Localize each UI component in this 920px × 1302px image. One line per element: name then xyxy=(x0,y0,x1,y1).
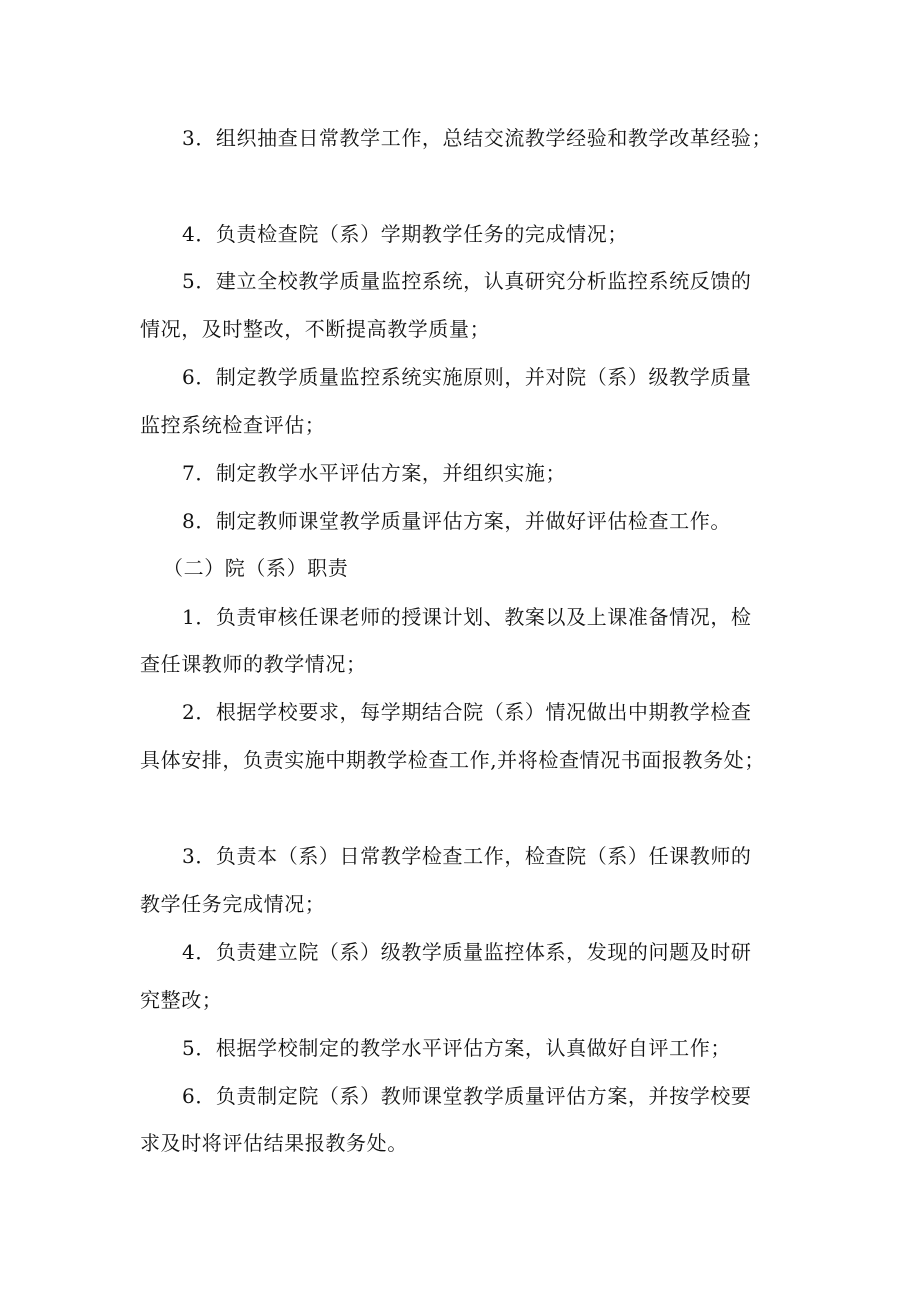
dept-item-6-line-2: 求及时将评估结果报教务处。 xyxy=(140,1131,408,1155)
duty-item-4: 4．负责检查院（系）学期教学任务的完成情况； xyxy=(182,222,628,246)
duty-item-5-line-2: 情况，及时整改，不断提高教学质量； xyxy=(140,317,491,341)
duty-item-6-line-2: 监控系统检查评估； xyxy=(140,413,326,437)
duty-item-3: 3．组织抽查日常教学工作，总结交流教学经验和教学改革经验； xyxy=(182,126,773,150)
duty-item-7: 7．制定教学水平评估方案，并组织实施； xyxy=(182,461,567,485)
dept-item-2-line-1: 2．根据学校要求，每学期结合院（系）情况做出中期教学检查 xyxy=(182,700,752,724)
dept-item-4-line-2: 究整改； xyxy=(140,988,223,1012)
dept-item-6-line-1: 6．负责制定院（系）教师课堂教学质量评估方案，并按学校要 xyxy=(182,1084,752,1108)
duty-item-5-line-1: 5．建立全校教学质量监控系统，认真研究分析监控系统反馈的 xyxy=(182,269,752,293)
duty-item-6-line-1: 6．制定教学质量监控系统实施原则，并对院（系）级教学质量 xyxy=(182,365,752,389)
dept-item-1-line-2: 查任课教师的教学情况； xyxy=(140,652,367,676)
dept-item-5: 5．根据学校制定的教学水平评估方案，认真做好自评工作； xyxy=(182,1036,731,1060)
dept-item-2-line-2: 具体安排，负责实施中期教学检查工作,并将检查情况书面报教务处； xyxy=(140,748,765,772)
duty-item-8: 8．制定教师课堂教学质量评估方案，并做好评估检查工作。 xyxy=(182,509,731,533)
dept-item-3-line-1: 3．负责本（系）日常教学检查工作，检查院（系）任课教师的 xyxy=(182,844,752,868)
dept-item-4-line-1: 4．负责建立院（系）级教学质量监控体系，发现的问题及时研 xyxy=(182,940,752,964)
section-heading-department-duties: （二）院（系）职责 xyxy=(163,556,349,580)
dept-item-1-line-1: 1．负责审核任课老师的授课计划、教案以及上课准备情况，检 xyxy=(182,605,752,629)
dept-item-3-line-2: 教学任务完成情况； xyxy=(140,892,326,916)
